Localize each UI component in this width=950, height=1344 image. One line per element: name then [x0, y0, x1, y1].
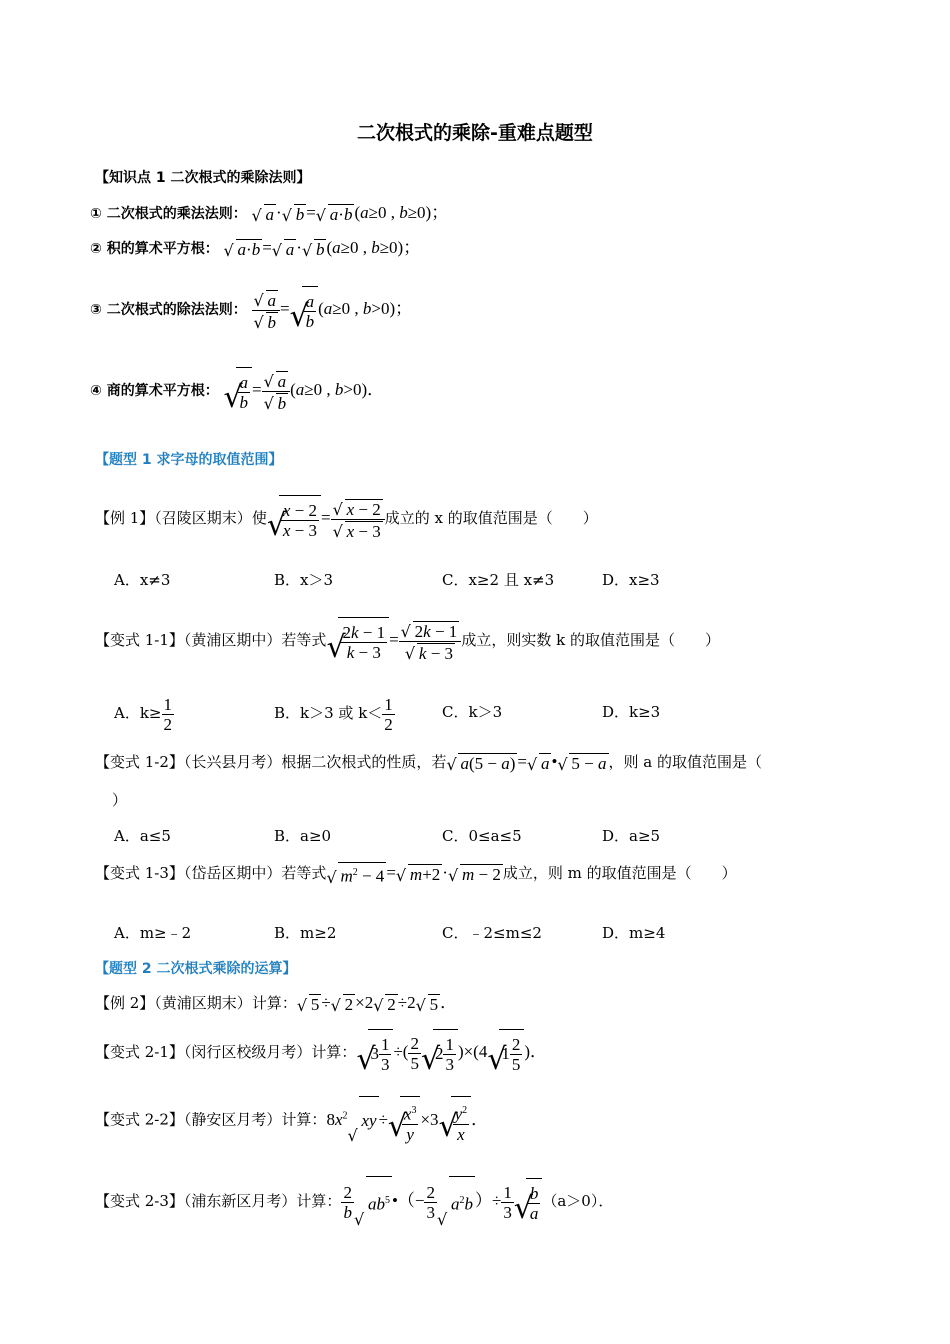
example-1-suffix: 成立的 x 的取值范围是（ ） — [384, 509, 598, 527]
v12-option-c[interactable]: C．0≤a≤5 — [442, 827, 522, 845]
rule-2-formula: √ a·b =√ a ·√ b (a≥0 , b≥0)； — [224, 238, 421, 257]
v12-option-d[interactable]: D．a≥5 — [602, 827, 661, 845]
variant-1-1 — [95, 616, 720, 666]
rule-4 — [90, 366, 384, 416]
variant-1-3 — [95, 862, 737, 887]
rule-1 — [90, 203, 448, 225]
type-1-header: 【题型 1 求字母的取值范围】 — [95, 452, 283, 468]
rule-3 — [90, 285, 412, 335]
example-1 — [95, 494, 598, 544]
variant-2-3-formula: $\frac{2}{b}$ √ $ab^5$ •（− $\frac{2}{3}$ √ $a^2b$ ）÷ $\frac{1}{3}$ √ $\frac{b}{a}$ — [341, 1191, 542, 1210]
v11-option-b-label: B．k＞3 或 k＜ — [274, 704, 383, 722]
variant-1-1-prefix: 【变式 1-1】（黄浦区期中）若等式 — [95, 631, 327, 649]
v12-option-a[interactable]: A．a≤5 — [114, 827, 171, 845]
v13-option-c[interactable]: C．﹣2≤m≤2 — [442, 924, 542, 942]
variant-1-1-formula: √ $\frac{2k - 1}{k - 3}$ = √ 2k − 1 √ k − 3 — [326, 630, 461, 649]
variant-2-1-prefix: 【变式 2-1】（闵行区校级月考）计算： — [95, 1043, 357, 1061]
ex1-option-c[interactable]: C．x≥2 且 x≠3 — [442, 571, 555, 589]
variant-1-2-prefix: 【变式 1-2】（长兴县月考）根据二次根式的性质，若 — [95, 753, 447, 771]
rule-4-formula: √ $\frac{a}{b}$ = √ a √ b (a≥0 , b>0)． — [224, 380, 385, 399]
variant-1-2 — [95, 752, 762, 774]
example-1-prefix: 【例 1】（召陵区期末）使 — [95, 509, 267, 527]
rule-2 — [90, 238, 420, 260]
variant-1-2-suffix: ，则 a 的取值范围是（ — [608, 753, 762, 771]
v11-option-d[interactable]: D．k≥3 — [602, 703, 661, 721]
v11-option-c[interactable]: C．k＞3 — [442, 703, 503, 721]
variant-2-3-condition: （a＞0）． — [542, 1192, 614, 1211]
variant-1-2-close: ） — [112, 791, 128, 809]
v12-option-b[interactable]: B．a≥0 — [274, 827, 332, 845]
variant-2-3 — [95, 1176, 613, 1229]
variant-1-2-formula: √ a(5 − a) =√ a •√ 5 − a — [446, 752, 608, 771]
variant-1-1-suffix: 成立，则实数 k 的取值范围是（ ） — [461, 631, 720, 649]
v13-option-d[interactable]: D．m≥4 — [602, 924, 666, 942]
ex1-option-a[interactable]: A．x≠3 — [114, 571, 171, 589]
variant-2-1 — [95, 1028, 547, 1078]
v11-option-b[interactable]: B．k＞3 或 k＜ $\frac{1}{2}$ — [274, 694, 393, 734]
rule-1-label: ① 二次根式的乘法法则： — [90, 206, 247, 222]
rule-3-formula: √ a √ b = √ $\frac{a}{b}$ (a≥0 , b>0)； — [252, 299, 413, 318]
variant-2-2-formula: $8x^2√$ xy ÷ √ $\frac{x^3}{y}$ ×3 √ $\frac{y^2}{x}$ ． — [326, 1110, 488, 1129]
ex1-option-d[interactable]: D．x≥3 — [602, 571, 660, 589]
knowledge-header: 【知识点 1 二次根式的乘除法则】 — [95, 170, 311, 186]
rule-2-label: ② 积的算术平方根： — [90, 241, 219, 257]
example-2 — [95, 993, 457, 1015]
variant-2-1-formula: √ 3 $\frac{1}{3}$ ÷( $\frac{2}{5}$ √ 2 $\frac{1}{3}$ )×(4√ 1 $\frac{2}{5}$ )． — [356, 1042, 547, 1061]
rule-4-label: ④ 商的算术平方根： — [90, 383, 219, 399]
v11-option-a[interactable]: A．k≥ $\frac{1}{2}$ — [114, 694, 172, 734]
variant-1-3-prefix: 【变式 1-3】（岱岳区期中）若等式 — [95, 864, 327, 883]
type-2-header: 【题型 2 二次根式乘除的运算】 — [95, 961, 297, 977]
variant-1-3-suffix: 成立，则 m 的取值范围是（ ） — [502, 864, 737, 883]
rule-3-label: ③ 二次根式的除法法则： — [90, 302, 247, 318]
page-title: 二次根式的乘除-重难点题型 — [357, 122, 593, 144]
example-2-prefix: 【例 2】（黄浦区期末）计算： — [95, 994, 297, 1012]
example-2-formula: √ 5 ÷√ 2 ×2√ 2 ÷2√ 5 ． — [297, 993, 457, 1012]
ex1-option-b[interactable]: B．x＞3 — [274, 571, 334, 589]
variant-2-2-prefix: 【变式 2-2】（静安区月考）计算： — [95, 1110, 327, 1129]
v13-option-a[interactable]: A．m≥﹣2 — [114, 924, 192, 942]
variant-2-2 — [95, 1092, 488, 1145]
v13-option-b[interactable]: B．m≥2 — [274, 924, 337, 942]
variant-1-3-formula: √ $m^2 - 4$ =√ m+2 ·√ m − 2 — [326, 863, 502, 882]
v11-option-a-label: A．k≥ — [114, 704, 162, 722]
example-1-formula: √ $\frac{x - 2}{x - 3}$ = √ x − 2 √ x − 3 — [267, 508, 385, 527]
rule-1-formula: √ a ·√ b =√ a·b (a≥0 , b≥0)； — [252, 203, 449, 222]
variant-2-3-prefix: 【变式 2-3】（浦东新区月考）计算： — [95, 1192, 342, 1211]
